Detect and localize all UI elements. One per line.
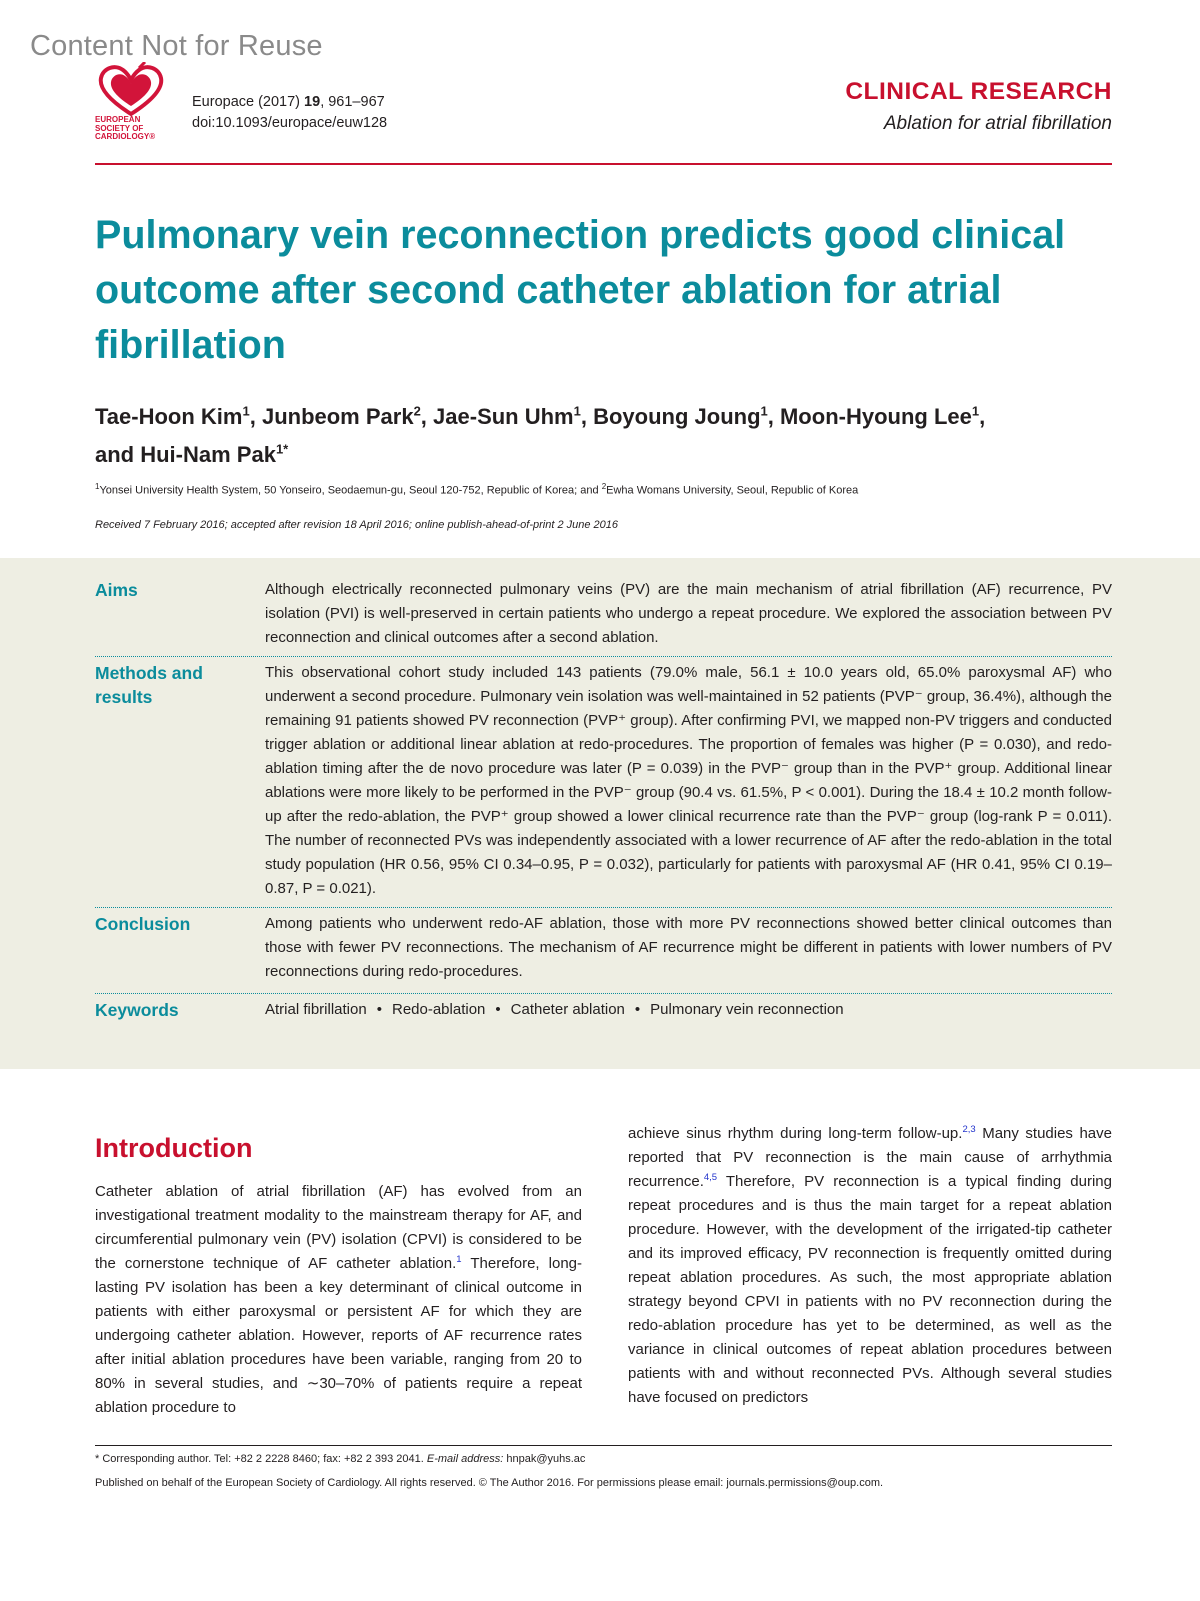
citation-link[interactable]: 2,3 (962, 1124, 976, 1135)
article-title: Pulmonary vein reconnection predicts good clinical outcome after second catheter ablation for atrial fibrillation (95, 213, 1066, 367)
received-dates: Received 7 February 2016; accepted after revision 18 April 2016; online publish-ahead-of-print 2 June 2016 (95, 519, 619, 531)
keyword: Catheter ablation (510, 1001, 625, 1018)
methods-text: This observational cohort study included 143 patients (79.0% male, 56.1 ± 10.0 years old, 65.0% paroxysmal AF) who underwent a second procedure. Pulmonary vein isolation was well-maintained in 52 patients (PVP⁻ group, 36.4%), although the remaining 91 patients showed PV reconnection (PVP⁺ group). After confirming PVI, we mapped non-PV triggers and conducted trigger ablation or additional linear ablation at redo-procedures. The proportion of females was higher (P = 0.030), and redo-ablation timing after the de novo procedure was later (P = 0.039) in the PVP⁻ group than in the PVP⁺ group. Additional linear ablations were more likely to be performed in the PVP⁻ group (90.4 vs. 61.5%, P < 0.001). During the 18.4 ± 10.2 month follow-up after the redo-ablation, the PVP⁺ group showed a lower clinical recurrence rate than the PVP⁻ group (log-rank P = 0.011). The number of reconnected PVs was independently associated with a lower recurrence of AF after the redo-ablation in the total study population (HR 0.56, 95% CI 0.34–0.95, P = 0.032), particularly for patients with paroxysmal AF (HR 0.41, 95% CI 0.19–0.87, P = 0.021). (265, 664, 1112, 897)
aims-label: Aims (95, 580, 138, 600)
citation-link[interactable]: 4,5 (703, 1172, 718, 1183)
abstract-divider (95, 656, 1112, 657)
keywords-list: Atrial fibrillation • Redo-ablation • Catheter ablation • Pulmonary vein reconnection (265, 1001, 844, 1018)
abstract-divider (95, 993, 1112, 994)
footnote-rule (95, 1445, 1112, 1446)
author: Boyoung Joung$^1$, (593, 404, 780, 430)
conclusion-text: Among patients who underwent redo-AF ablation, those with more PV reconnections showed better clinical outcomes than those with fewer PV reconnections. The mechanism of AF recurrence might be different in patients with lower numbers of PV reconnections during redo-procedures. (265, 915, 1112, 980)
body-column-left: Catheter ablation of atrial fibrillation (AF) has evolved from an investigational treatment modality to the mainstream therapy for AF, and circumferential pulmonary vein (PV) isolation (CPVI) is considered to be the cornerstone technique of AF catheter ablation.$^1$ Therefore, long-lasting PV isolation has been a key determinant of clinical outcome in patients with either paroxysmal or persistent AF for which they are undergoing catheter ablation. However, reports of AF recurrence rates after initial ablation procedures have been variable, ranging from 20 to 80% in several studies, and ∼30–70% of patients require a repeat ablation procedure to (95, 1183, 582, 1416)
keyword: Redo-ablation (391, 1001, 486, 1018)
author: Tae-Hoon Kim$^1$, (95, 404, 262, 430)
section-subject: Ablation for atrial fibrillation (883, 113, 1112, 134)
logo-wordmark: EUROPEAN SOCIETY OF CARDIOLOGY® (95, 115, 156, 141)
corresponding-author-note: * Corresponding author. Tel: +82 2 2228 8460; fax: +82 2 393 2041. E-mail address: hnpak@yuhs.ac (95, 1453, 586, 1465)
author-list (95, 396, 1115, 471)
author: Jae-Sun Uhm$^1$, (433, 404, 594, 430)
email-link[interactable]: hnpak@yuhs.ac (503, 1453, 586, 1465)
body-column-right: achieve sinus rhythm during long-term follow-up.$^{2,3}$ Many studies have reported that PV reconnection is the main cause of arrhythmia recurrence.$^{4,5}$ Therefore, PV reconnection is a typical finding during repeat procedures and is thus the main target for a repeat ablation procedure. However, with the development of the irrigated-tip catheter and its improved efficacy, PV reconnection is frequently omitted during repeat ablation procedures. As such, the most appropriate ablation strategy beyond CPVI in patients with no PV reconnection during the redo-ablation procedure has yet to be determined, as well as the variance in clinical outcomes of repeat ablation procedures between patients with and without reconnected PVs. Although several studies have focused on predictors (628, 1124, 1112, 1406)
section-heading-introduction: Introduction (95, 1133, 253, 1163)
doi: doi:10.1093/europace/euw128 (192, 115, 388, 131)
author: Junbeom Park$^2$, (261, 404, 434, 430)
keyword: Pulmonary vein reconnection (650, 1001, 844, 1018)
section-label: CLINICAL RESEARCH (845, 78, 1112, 105)
author: Moon-Hyoung Lee$^1$, (779, 404, 986, 430)
heart-logo-icon (95, 62, 167, 118)
publisher-note: Published on behalf of the European Society of Cardiology. All rights reserved. © The Author 2016. For permissions please email: journals.permissions@oup.com. (95, 1477, 884, 1489)
methods-label: Methods and results (95, 663, 203, 707)
aims-text: Although electrically reconnected pulmonary veins (PV) are the main mechanism of atrial fibrillation (AF) recurrence, PV isolation (PVI) is well-preserved in certain patients who undergo a repeat procedure. We explored the association between PV reconnection and clinical outcomes after a second ablation. (265, 581, 1112, 646)
conclusion-label: Conclusion (95, 914, 191, 934)
author: and Hui-Nam Pak$^{1*}$ (95, 441, 289, 467)
keyword: Atrial fibrillation (265, 1001, 367, 1018)
esc-logo (95, 62, 167, 154)
keywords-label: Keywords (95, 1000, 179, 1020)
journal-citation: Europace (2017) 19, 961–967 doi:10.1093/europace/euw128 (192, 92, 387, 134)
citation-link[interactable]: 1 (456, 1254, 462, 1265)
abstract-divider (95, 907, 1112, 908)
header-rule (95, 163, 1112, 165)
affiliations: $^1$Yonsei University Health System, 50 Yonseiro, Seodaemun-gu, Seoul 120-752, Republic of Korea; and $^2$Ewha Womans University, Seoul, Republic of Korea (95, 482, 859, 497)
watermark: Content Not for Reuse (30, 30, 323, 62)
